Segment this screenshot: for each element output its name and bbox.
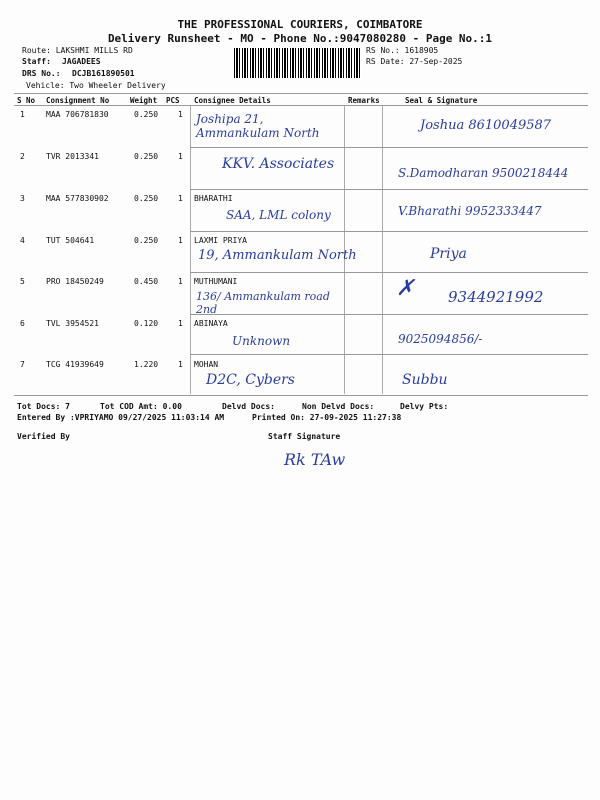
vehicle-text: Vehicle: Two Wheeler Delivery bbox=[26, 81, 166, 90]
row-consignee: BHARATHI bbox=[194, 194, 233, 203]
row-pcs: 1 bbox=[178, 152, 183, 161]
non-delivered-docs: Non Delvd Docs: bbox=[302, 402, 375, 411]
row-weight: 0.250 bbox=[134, 194, 159, 203]
row-rule bbox=[190, 189, 588, 190]
total-docs: Tot Docs: 7 bbox=[17, 402, 70, 411]
row-consignment: TUT 504641 bbox=[46, 236, 95, 245]
row-sno: 2 bbox=[20, 152, 25, 161]
row-consignee: MUTHUMANI bbox=[194, 277, 238, 286]
handwritten-consignee: D2C, Cybers bbox=[206, 372, 295, 388]
row-consignment: PRO 18450249 bbox=[46, 277, 104, 286]
divider-signature bbox=[382, 106, 383, 394]
barcode-image bbox=[234, 48, 362, 78]
company-title: THE PROFESSIONAL COURIERS, COIMBATORE bbox=[177, 18, 423, 31]
row-rule bbox=[190, 147, 588, 148]
staff-label: Staff: bbox=[22, 57, 51, 66]
staff-signature-hand: Rk TAw bbox=[284, 450, 346, 469]
rs-number: RS No.: 1618905 bbox=[366, 46, 439, 55]
entered-by: Entered By :VPRIYAMO 09/27/2025 11:03:14 AM bbox=[17, 413, 225, 422]
verified-by: Verified By bbox=[17, 432, 70, 441]
staff-name: JAGADEES bbox=[62, 57, 101, 66]
handwritten-consignee: Unknown bbox=[232, 334, 291, 348]
col-pcs: PCS bbox=[166, 96, 180, 105]
delivered-docs: Delvd Docs: bbox=[222, 402, 275, 411]
row-sno: 3 bbox=[20, 194, 25, 203]
col-consignment: Consignment No bbox=[46, 96, 110, 105]
row-pcs: 1 bbox=[178, 319, 183, 328]
row-pcs: 1 bbox=[178, 110, 183, 119]
delivery-points: Delvy Pts: bbox=[400, 402, 449, 411]
handwritten-signature: V.Bharathi 9952333447 bbox=[398, 204, 542, 218]
row-weight: 0.250 bbox=[134, 236, 159, 245]
row-sno: 4 bbox=[20, 236, 25, 245]
row-sno: 6 bbox=[20, 319, 25, 328]
route-text: Route: LAKSHMI MILLS RD bbox=[22, 46, 133, 55]
total-cod: Tot COD Amt: 0.00 bbox=[100, 402, 182, 411]
drs-number: DCJB161890501 bbox=[72, 69, 135, 78]
drs-label: DRS No.: bbox=[22, 69, 61, 78]
col-consignee: Consignee Details bbox=[194, 96, 271, 105]
row-sno: 1 bbox=[20, 110, 25, 119]
row-weight: 0.120 bbox=[134, 319, 159, 328]
row-pcs: 1 bbox=[178, 277, 183, 286]
row-consignment: TVL 3954521 bbox=[46, 319, 99, 328]
handwritten-signature: S.Damodharan 9500218444 bbox=[398, 166, 569, 180]
row-sno: 7 bbox=[20, 360, 25, 369]
handwritten-signature: 9344921992 bbox=[448, 288, 544, 306]
handwritten-signature: Subbu bbox=[402, 372, 448, 388]
staff-signature-label: Staff Signature bbox=[268, 432, 341, 441]
rs-date: RS Date: 27-Sep-2025 bbox=[366, 57, 463, 66]
row-consignment: MAA 577830902 bbox=[46, 194, 109, 203]
table-top-rule bbox=[14, 93, 588, 94]
handwritten-consignee: 136/ Ammankulam road 2nd bbox=[196, 290, 330, 316]
row-rule bbox=[190, 314, 588, 315]
handwritten-signature: Priya bbox=[430, 246, 467, 262]
col-weight: Weight bbox=[130, 96, 158, 105]
row-weight: 0.250 bbox=[134, 110, 159, 119]
col-remarks: Remarks bbox=[348, 96, 380, 105]
printed-on: Printed On: 27-09-2025 11:27:38 bbox=[252, 413, 402, 422]
row-pcs: 1 bbox=[178, 360, 183, 369]
handwritten-consignee: 19, Ammankulam North bbox=[198, 248, 357, 263]
col-seal-signature: Seal & Signature bbox=[405, 96, 478, 105]
runsheet-title: Delivery Runsheet - MO - Phone No.:9047080280 - Page No.:1 bbox=[107, 32, 493, 45]
handwritten-consignee: SAA, LML colony bbox=[226, 208, 331, 222]
signature-scribble-icon: ✗ bbox=[396, 276, 415, 301]
row-consignment: TCG 41939649 bbox=[46, 360, 104, 369]
handwritten-signature: 9025094856/- bbox=[398, 332, 483, 346]
handwritten-consignee: KKV. Associates bbox=[222, 156, 335, 172]
row-weight: 0.450 bbox=[134, 277, 159, 286]
row-rule bbox=[190, 354, 588, 355]
row-pcs: 1 bbox=[178, 194, 183, 203]
table-bottom-rule bbox=[14, 395, 588, 396]
row-consignment: TVR 2013341 bbox=[46, 152, 99, 161]
row-consignee: LAXMI PRIYA bbox=[194, 236, 247, 245]
row-weight: 0.250 bbox=[134, 152, 159, 161]
row-pcs: 1 bbox=[178, 236, 183, 245]
row-rule bbox=[190, 272, 588, 273]
divider-consignee bbox=[190, 106, 191, 394]
table-header-rule bbox=[14, 105, 588, 106]
row-consignee: MOHAN bbox=[194, 360, 219, 369]
row-consignee: ABINAYA bbox=[194, 319, 228, 328]
row-weight: 1.220 bbox=[134, 360, 159, 369]
row-consignment: MAA 706781830 bbox=[46, 110, 109, 119]
handwritten-consignee: Joshipa 21, Ammankulam North bbox=[196, 112, 320, 140]
col-sno: S No bbox=[17, 96, 36, 105]
handwritten-signature: Joshua 8610049587 bbox=[420, 118, 552, 133]
row-sno: 5 bbox=[20, 277, 25, 286]
row-rule bbox=[190, 231, 588, 232]
